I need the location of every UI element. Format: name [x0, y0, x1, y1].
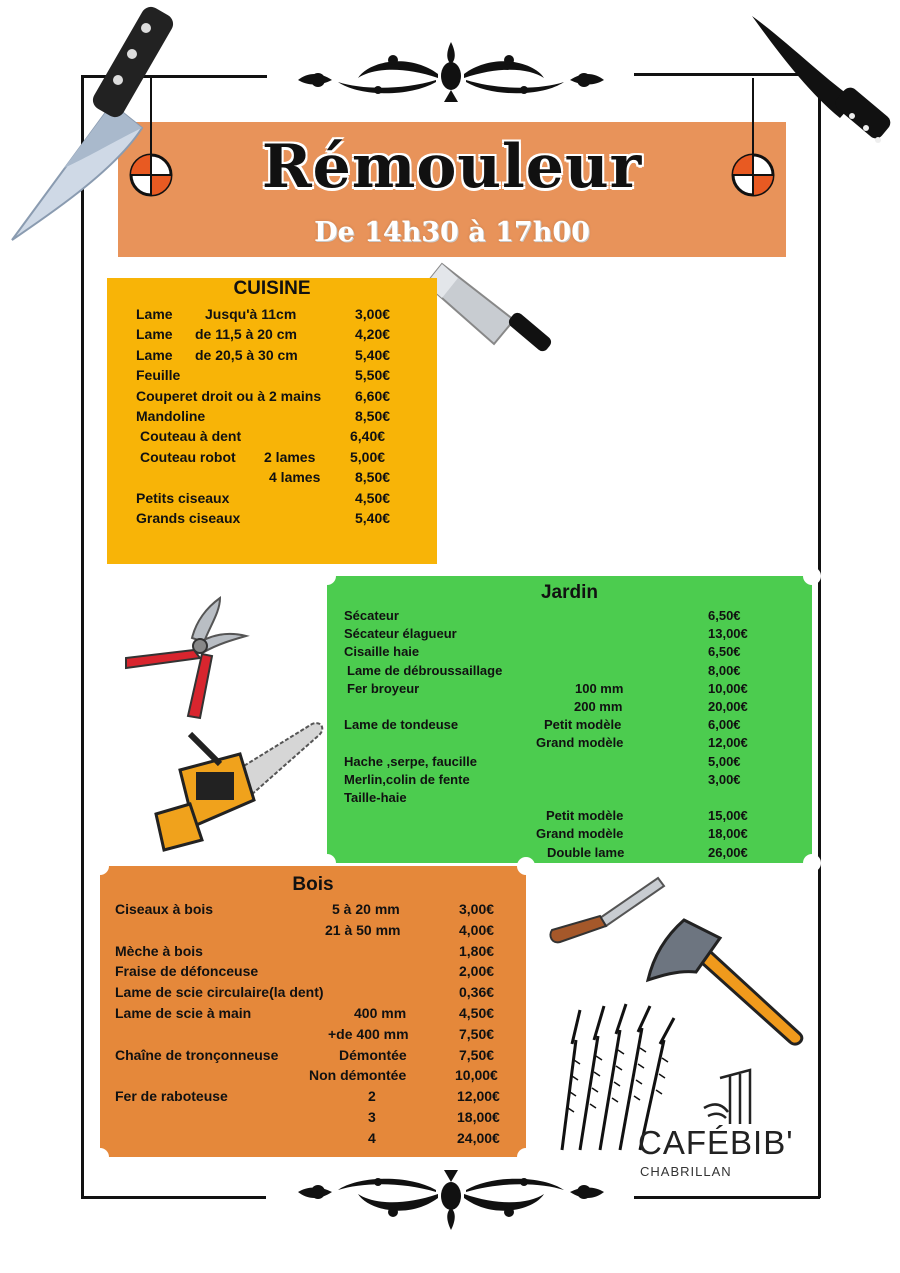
cuisine-row [107, 449, 437, 469]
cuisine-row-item: Couperet droit ou à 2 mains [136, 387, 322, 404]
cuisine-row [107, 408, 437, 428]
jardin-row [327, 735, 812, 753]
jardin-row [327, 699, 812, 717]
bois-row-price: 4,00€ [459, 921, 495, 938]
cuisine-row-item: Mandoline [136, 408, 206, 424]
bois-row [100, 1088, 526, 1109]
jardin-row-price: 13,00€ [708, 626, 748, 642]
logo-name: CAFÉBIB' [638, 1124, 794, 1161]
bois-row [100, 984, 526, 1005]
bois-row-detail: 2 [368, 1088, 376, 1105]
bois-row [100, 1026, 526, 1047]
bois-row-price: 24,00€ [457, 1129, 500, 1146]
cuisine-row-detail: 4 lames [269, 469, 321, 486]
cuisine-row-price: 5,40€ [355, 510, 391, 526]
jardin-row-detail: Grand modèle [536, 826, 624, 842]
cuisine-row-item: Lame [136, 306, 173, 322]
jardin-row [327, 808, 812, 826]
cuisine-row-price: 6,60€ [355, 387, 391, 404]
jardin-row [327, 608, 812, 626]
jardin-row-item: Lame de débroussaillage [347, 662, 503, 678]
bois-row-price: 18,00€ [457, 1109, 500, 1125]
jardin-row-item: Fer broyeur [347, 680, 420, 696]
frame-right [818, 73, 821, 1198]
jardin-row-item: Hache ,serpe, faucille [344, 753, 477, 769]
cuisine-row-item: Grands ciseaux [136, 510, 241, 526]
bois-row-price: 7,50€ [459, 1046, 495, 1063]
cuisine-row-detail: Jusqu'à 11cm [205, 306, 297, 322]
bois-row-item: Lame de scie circulaire(la dent) [115, 984, 324, 1001]
bois-row-detail: 3 [368, 1109, 376, 1125]
jardin-row-price: 12,00€ [708, 735, 748, 751]
bois-row-item: Fraise de défonceuse [115, 963, 259, 980]
bois-row-item: Ciseaux à bois [115, 901, 214, 917]
jardin-row-item: Lame de tondeuse [344, 717, 459, 733]
jardin-panel [327, 576, 812, 863]
cuisine-row [107, 306, 437, 326]
cleaver-icon [422, 260, 556, 372]
bois-row-price: 7,50€ [459, 1025, 495, 1042]
jardin-row-price: 15,00€ [708, 808, 748, 824]
pruner-icon [120, 592, 250, 722]
jardin-row [327, 826, 812, 844]
frame-bottom-right [634, 1196, 820, 1199]
cuisine-row-item: Couteau robot [140, 448, 236, 465]
jardin-row-item: Sécateur élagueur [344, 626, 457, 642]
frame-bottom-left [81, 1196, 266, 1199]
bois-row-price: 10,00€ [455, 1067, 498, 1084]
jardin-row [327, 772, 812, 790]
jardin-row [327, 717, 812, 735]
bois-row-detail: Non démontée [309, 1067, 407, 1084]
cuisine-row [107, 347, 437, 367]
bois-row [100, 963, 526, 984]
cuisine-row-price: 4,20€ [355, 326, 391, 343]
cuisine-row-price: 8,50€ [355, 469, 391, 486]
cuisine-panel [107, 278, 437, 564]
jardin-row-price: 20,00€ [708, 699, 748, 714]
cuisine-row [107, 388, 437, 408]
jardin-row-price: 8,00€ [708, 662, 741, 678]
jardin-row [327, 845, 812, 863]
ornament-bottom-icon [298, 1168, 604, 1230]
jardin-row [327, 626, 812, 644]
chainsaw-icon [150, 714, 326, 854]
jardin-row [327, 644, 812, 662]
bois-row [100, 1067, 526, 1088]
ornament-top-icon [298, 42, 604, 104]
knife-left-icon [4, 4, 174, 248]
bois-row [100, 1005, 526, 1026]
bois-row-price: 2,00€ [459, 963, 495, 980]
cuisine-row-price: 4,50€ [355, 489, 391, 506]
jardin-row-price: 18,00€ [708, 826, 748, 842]
cuisine-row-item: Feuille [136, 367, 181, 384]
cuisine-row-detail: 2 lames [264, 448, 316, 465]
bois-row [100, 1130, 526, 1151]
jardin-row-detail: 200 mm [574, 699, 623, 714]
jardin-row-detail: Double lame [547, 844, 625, 860]
cuisine-row [107, 326, 437, 346]
cuisine-row-item: Couteau à dent [140, 428, 242, 445]
cuisine-row [107, 490, 437, 510]
cuisine-row-price: 8,50€ [355, 408, 391, 424]
jardin-row [327, 790, 812, 808]
cuisine-row-price: 6,40€ [350, 428, 386, 445]
bois-row-detail: +de 400 mm [328, 1025, 409, 1042]
cuisine-row-item: Lame [136, 326, 173, 343]
bois-row [100, 1109, 526, 1130]
jardin-row [327, 663, 812, 681]
logo-place: CHABRILLAN [640, 1164, 732, 1179]
jardin-row-price: 3,00€ [708, 771, 741, 787]
jardin-row-detail: Petit modèle [546, 808, 624, 824]
jardin-row-detail: Grand modèle [536, 735, 624, 751]
bois-title: Bois [292, 874, 334, 895]
jardin-title: Jardin [540, 582, 599, 603]
cuisine-title: CUISINE [233, 278, 311, 299]
jardin-row-price: 5,00€ [708, 753, 741, 769]
bois-row-price: 12,00€ [457, 1088, 500, 1105]
cuisine-row-item: Petits ciseaux [136, 489, 230, 506]
jardin-row [327, 754, 812, 772]
bois-row-item: Lame de scie à main [115, 1005, 252, 1021]
page-title: Rémouleur [261, 132, 643, 202]
bois-row-item: Chaîne de tronçonneuse [115, 1046, 279, 1063]
cuisine-row-price: 5,00€ [350, 448, 386, 465]
cuisine-row [107, 510, 437, 530]
jardin-row-item: Taille-haie [344, 790, 407, 805]
jardin-row-item: Sécateur [344, 608, 399, 623]
cuisine-row-detail: de 20,5 à 30 cm [195, 346, 298, 363]
bois-row-price: 3,00€ [459, 901, 495, 917]
bois-row-price: 4,50€ [459, 1005, 495, 1021]
bois-row-detail: 400 mm [354, 1005, 407, 1021]
bois-row-item: Mèche à bois [115, 942, 203, 959]
bois-row-price: 0,36€ [459, 984, 495, 1001]
bois-row [100, 901, 526, 922]
knife-right-icon [748, 12, 892, 170]
jardin-row-item: Cisaille haie [344, 644, 420, 660]
bois-row-detail: 21 à 50 mm [325, 921, 401, 938]
bois-row [100, 922, 526, 943]
bois-row-item: Fer de raboteuse [115, 1088, 228, 1105]
jardin-row-detail: Petit modèle [544, 717, 622, 733]
jardin-row-price: 6,00€ [708, 717, 741, 733]
bois-row-price: 1,80€ [459, 942, 495, 959]
title-banner [118, 122, 786, 257]
bois-row-detail: 5 à 20 mm [332, 901, 400, 917]
jardin-row-price: 10,00€ [708, 680, 748, 696]
jardin-row [327, 681, 812, 699]
jardin-row-detail: 100 mm [575, 680, 624, 696]
cuisine-row-item: Lame [136, 346, 173, 363]
bois-row [100, 1047, 526, 1068]
cuisine-row-detail: de 11,5 à 20 cm [195, 326, 297, 343]
page-subtitle: De 14h30 à 17h00 [314, 217, 590, 248]
cuisine-row [107, 469, 437, 489]
jardin-row-price: 6,50€ [708, 608, 741, 623]
cuisine-row-price: 3,00€ [355, 306, 391, 322]
cuisine-row-price: 5,50€ [355, 367, 391, 384]
bois-panel [100, 866, 526, 1157]
cafebib-logo-icon [700, 1064, 780, 1128]
cuisine-row [107, 428, 437, 448]
bois-row-detail: 4 [368, 1129, 376, 1146]
cuisine-row [107, 367, 437, 387]
cuisine-row-price: 5,40€ [355, 346, 391, 363]
bois-row-detail: Démontée [339, 1046, 407, 1063]
jardin-row-price: 6,50€ [708, 644, 741, 660]
bois-row [100, 943, 526, 964]
jardin-row-item: Merlin,colin de fente [344, 771, 470, 787]
jardin-row-price: 26,00€ [708, 844, 748, 860]
